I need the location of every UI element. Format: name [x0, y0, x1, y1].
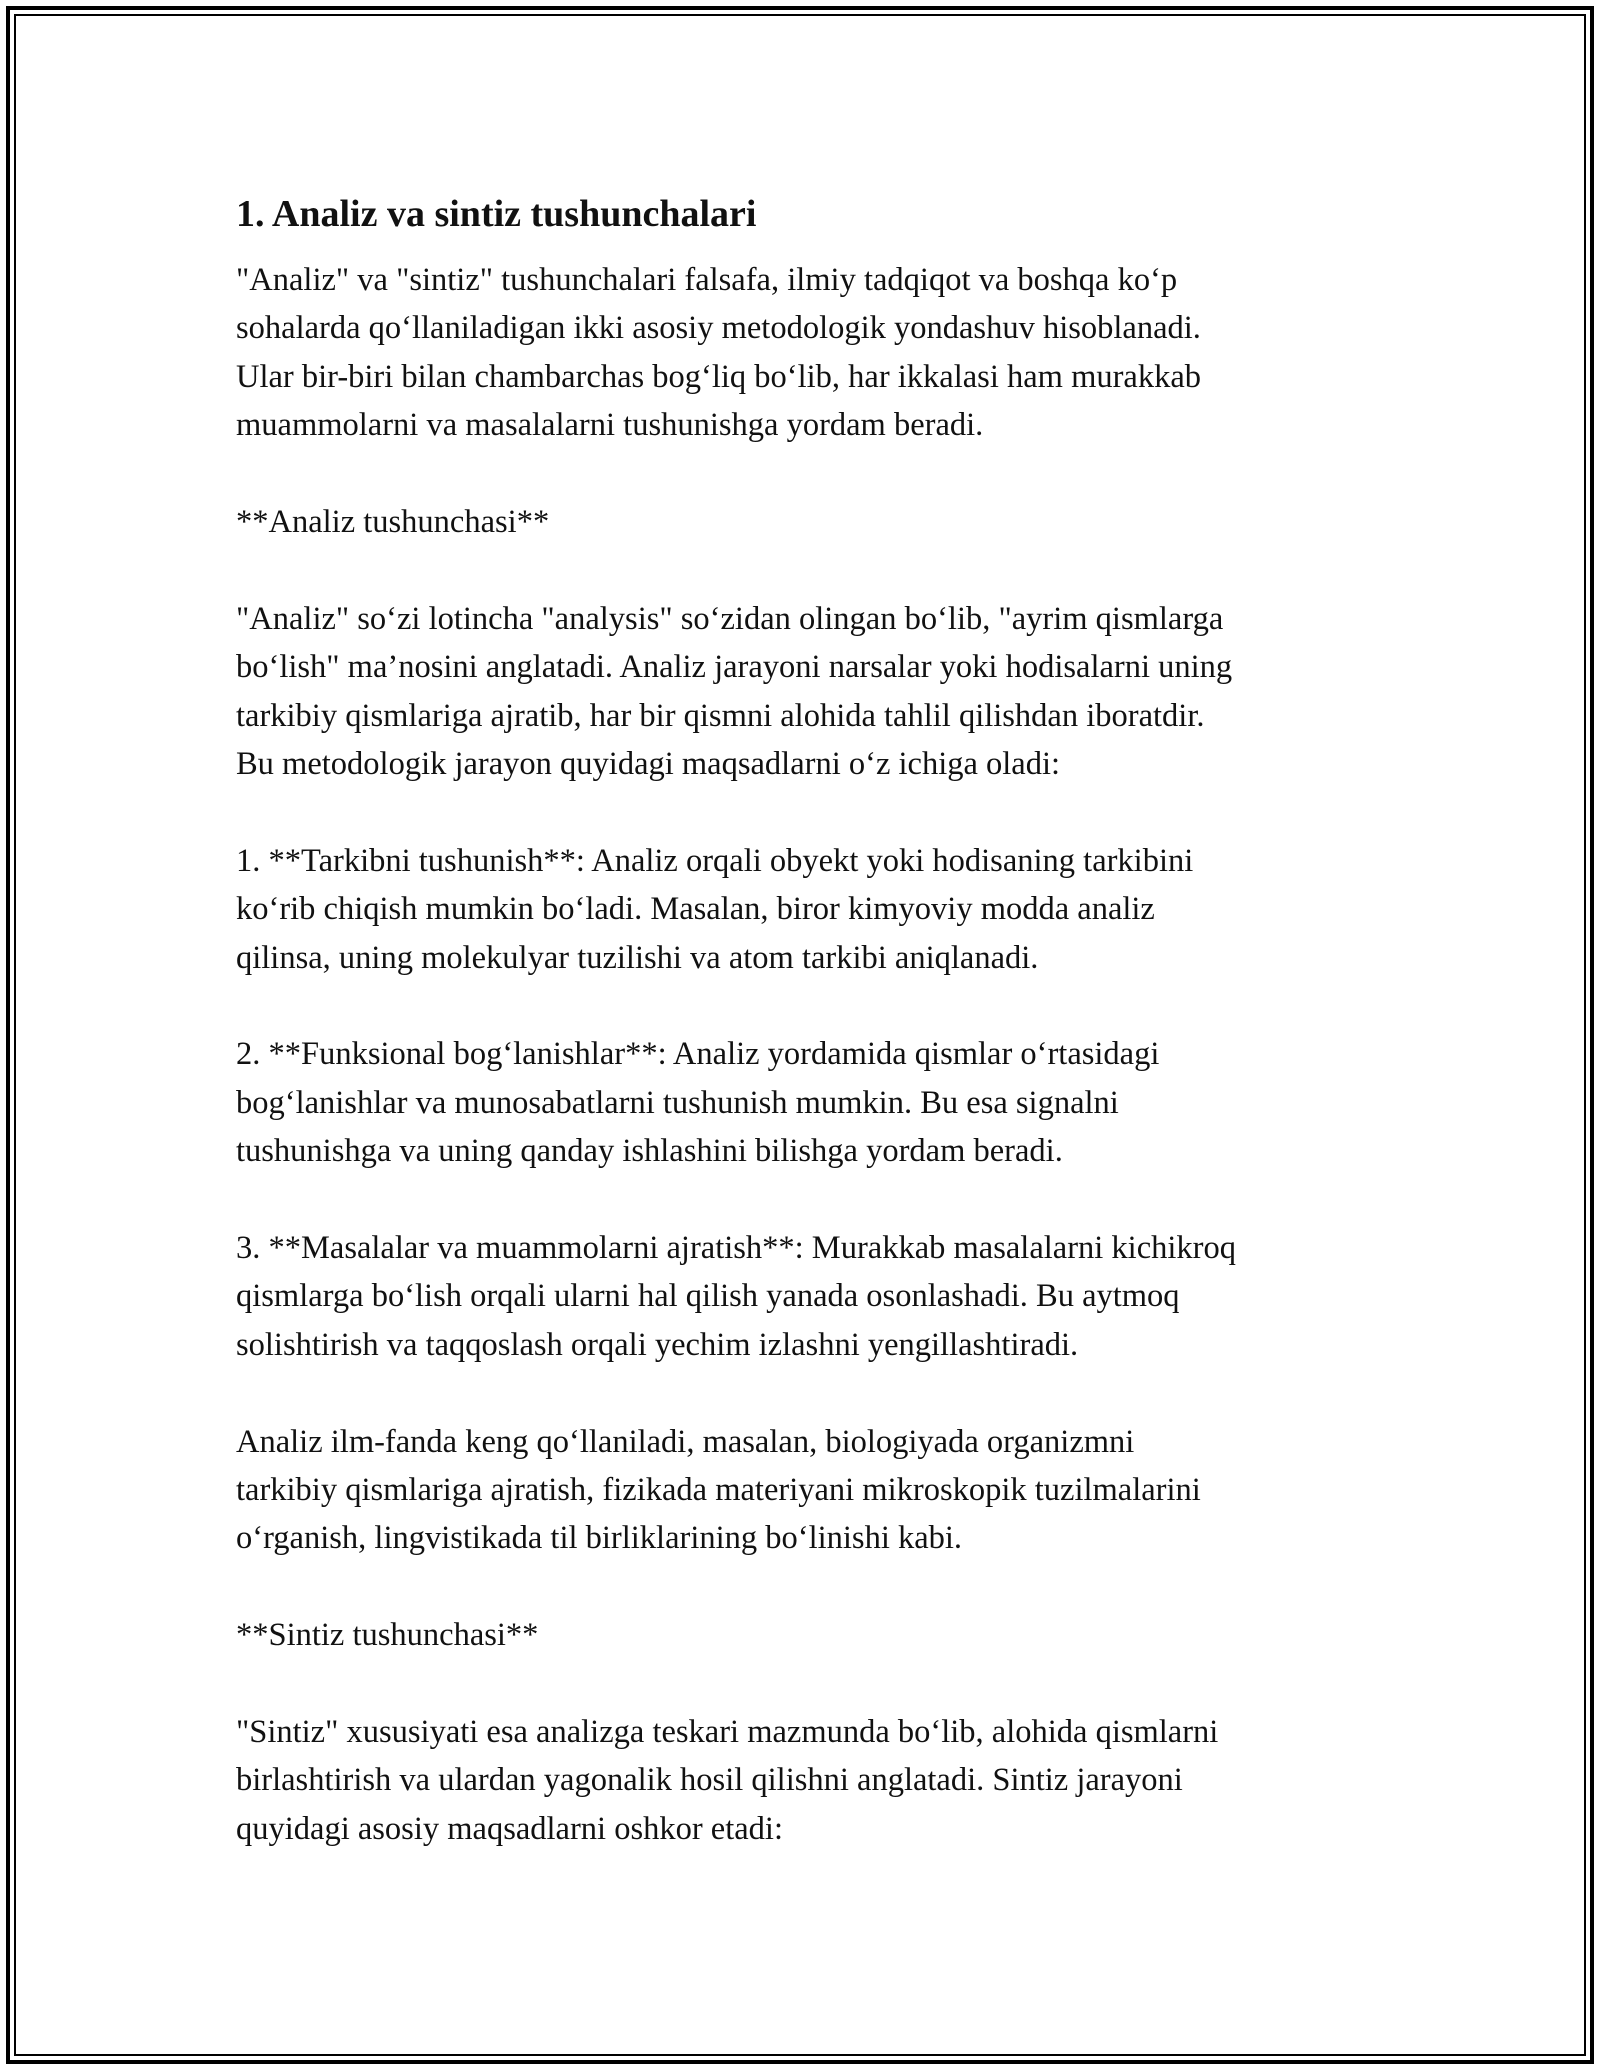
list-item-funksional-boglanishlar: 2. **Funksional bog‘lanishlar**: Analiz yordamida qismlar o‘rtasidagi bog‘lanishlar va munosabatlarni tushunish mumkin. Bu esa signalni tushunishga va uning qanday ishlashini bilishga yordam beradi. [236, 1036, 1160, 1170]
analiz-heading-paragraph: **Analiz tushunchasi** [236, 504, 550, 541]
intro-paragraph: "Analiz" va "sintiz" tushunchalari falsafa, ilmiy tadqiqot va boshqa ko‘p sohalarda qo‘llaniladigan ikki asosiy metodologik yondashuv hisoblanadi. Ular bir-biri bilan chambarchas bog‘liq bo‘lib, har ikkalasi ham murakkab muammolarni va masalalarni tushunishga yordam beradi. [236, 262, 1202, 444]
sintiz-definition-paragraph: "Sintiz" xususiyati esa analizga teskari mazmunda bo‘lib, alohida qismlarni birlashtirish va ulardan yagonalik hosil qilishni anglatadi. Sintiz jarayoni quyidagi asosiy maqsadlarni oshkor etadi: [236, 1714, 1219, 1847]
section-title: 1. Analiz va sintiz tushunchalari [236, 193, 757, 235]
analiz-usage-paragraph: Analiz ilm-fanda keng qo‘llaniladi, masalan, biologiyada organizmni tarkibiy qismlariga ajratish, fizikada materiyani mikroskopik tuzilmalarini o‘rganish, lingvistikada til birliklarining bo‘linishi kabi. [236, 1423, 1201, 1557]
list-item-tarkibni-tushunish: 1. **Tarkibni tushunish**: Analiz orqali obyekt yoki hodisaning tarkibini ko‘rib chiqish mumkin bo‘ladi. Masalan, biror kimyoviy modda analiz qilinsa, uning molekulyar tuzilishi va atom tarkibi aniqlanadi. [236, 842, 1194, 976]
list-item-masalalar-ajratish: 3. **Masalalar va muammolarni ajratish**: Murakkab masalalarni kichikroq qismlarga bo‘lish orqali ularni hal qilish yanada osonlashadi. Bu aytmoq solishtirish va taqqoslash orqali yechim izlashni yengillashtiradi. [236, 1230, 1236, 1363]
analiz-definition-paragraph: "Analiz" so‘zi lotincha "analysis" so‘zidan olingan bo‘lib, "ayrim qismlarga bo‘lish" ma’nosini anglatadi. Analiz jarayoni narsalar yoki hodisalarni uning tarkibiy qismlariga ajratib, har bir qismni alohida tahlil qilishdan iboratdir. Bu metodologik jarayon quyidagi maqsadlarni o‘z ichiga oladi: [236, 600, 1233, 783]
sintiz-heading-paragraph: **Sintiz tushunchasi** [236, 1617, 539, 1654]
document-body [236, 186, 1396, 1902]
